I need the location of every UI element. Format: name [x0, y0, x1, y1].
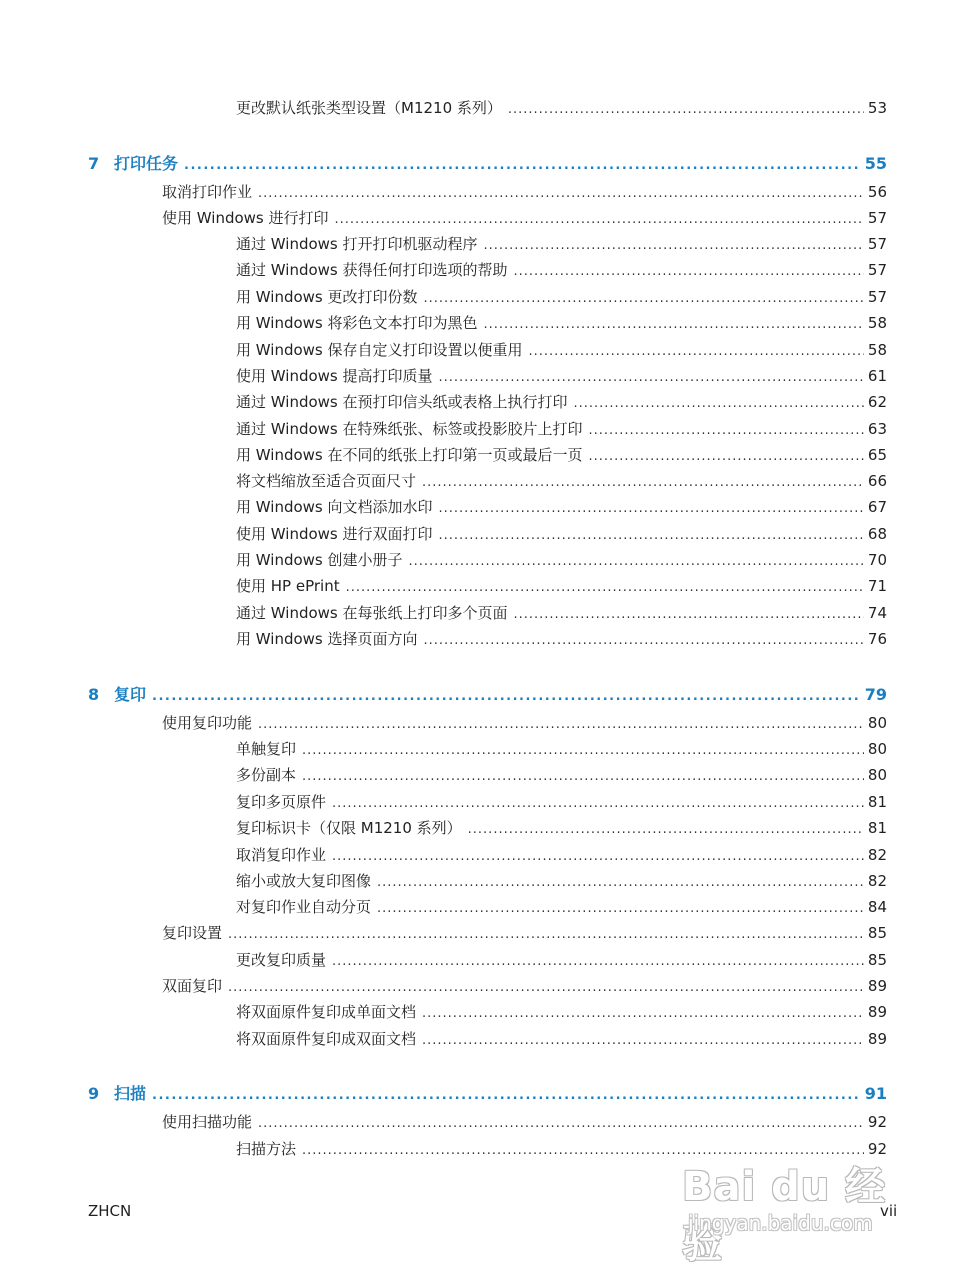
- toc-leader: [422, 1004, 864, 1024]
- chapter-title: 扫描: [114, 1084, 147, 1103]
- toc-page: 66: [867, 472, 887, 490]
- baidu-watermark: [682, 1155, 912, 1267]
- toc-entry[interactable]: [236, 392, 887, 414]
- chapter-page: 79: [864, 685, 887, 704]
- toc-page: 82: [867, 872, 887, 890]
- toc-entry[interactable]: [162, 208, 887, 230]
- toc-label: 更改复印质量: [236, 951, 327, 969]
- toc-entry[interactable]: [236, 98, 887, 120]
- toc-label: 通过 Windows 获得任何打印选项的帮助: [236, 261, 508, 279]
- toc-page: 80: [867, 714, 887, 732]
- toc-label: 用 Windows 保存自定义打印设置以便重用: [236, 341, 523, 359]
- toc-label: 单触复印: [236, 740, 297, 758]
- toc-leader: [468, 820, 864, 840]
- toc-page: 56: [867, 183, 887, 201]
- toc-leader: [484, 315, 864, 335]
- toc-page: 65: [867, 446, 887, 464]
- chapter-page: 55: [864, 154, 887, 173]
- toc-leader: [258, 715, 864, 735]
- toc-label: 通过 Windows 在预打印信头纸或表格上执行打印: [236, 393, 568, 411]
- toc-page: 76: [867, 630, 887, 648]
- toc-page: 85: [867, 924, 887, 942]
- toc-entry[interactable]: [236, 897, 887, 919]
- toc-entry[interactable]: [236, 629, 887, 651]
- toc-page: 80: [867, 740, 887, 758]
- toc-leader: [332, 952, 864, 972]
- toc-page: 57: [867, 288, 887, 306]
- toc-entry[interactable]: [236, 603, 887, 625]
- toc-entry[interactable]: [162, 1112, 887, 1134]
- toc-leader: [439, 368, 864, 388]
- toc-entry[interactable]: [236, 550, 887, 572]
- toc-page: 58: [867, 314, 887, 332]
- toc-leader: [335, 210, 864, 230]
- toc-page: 89: [867, 1003, 887, 1021]
- watermark-logo: Bai du 经验: [682, 1164, 887, 1267]
- toc-entry[interactable]: [162, 976, 887, 998]
- toc-label: 将双面原件复印成双面文档: [236, 1030, 417, 1048]
- toc-entry[interactable]: [236, 739, 887, 761]
- toc-entry[interactable]: [236, 260, 887, 282]
- toc-label: 复印设置: [162, 924, 223, 942]
- toc-page: 82: [867, 846, 887, 864]
- toc-label: 复印标识卡（仅限 M1210 系列）: [236, 819, 462, 837]
- toc-leader: [574, 394, 864, 414]
- toc-label: 使用 Windows 提高打印质量: [236, 367, 433, 385]
- toc-page: 92: [867, 1140, 887, 1158]
- chapter-title: 复印: [114, 685, 147, 704]
- toc-entry[interactable]: [236, 366, 887, 388]
- toc-leader: [332, 847, 864, 867]
- toc-page: 92: [867, 1113, 887, 1131]
- toc-label: 更改默认纸张类型设置（M1210 系列）: [236, 99, 502, 117]
- toc-label: 使用 HP ePrint: [236, 577, 340, 595]
- toc-label: 扫描方法: [236, 1140, 297, 1158]
- toc-page: 57: [867, 261, 887, 279]
- toc-leader: [439, 526, 864, 546]
- toc-page: 84: [867, 898, 887, 916]
- chapter-number: 9: [88, 1084, 100, 1103]
- toc-entry[interactable]: [236, 234, 887, 256]
- toc-entry[interactable]: [162, 923, 887, 945]
- watermark-url: jingyan.baidu.com: [688, 1211, 873, 1235]
- toc-leader: [589, 421, 864, 441]
- toc-label: 使用 Windows 进行双面打印: [236, 525, 433, 543]
- toc-leader: [439, 499, 864, 519]
- toc-page: 57: [867, 209, 887, 227]
- toc-page: 63: [867, 420, 887, 438]
- toc-entry[interactable]: [236, 524, 887, 546]
- toc-entry[interactable]: [236, 497, 887, 519]
- toc-entry[interactable]: [236, 419, 887, 441]
- toc-leader: [184, 156, 861, 176]
- toc-leader: [508, 100, 864, 120]
- toc-page: 70: [867, 551, 887, 569]
- toc-entry[interactable]: [236, 765, 887, 787]
- toc-leader: [302, 767, 864, 787]
- toc-entry[interactable]: [162, 182, 887, 204]
- toc-entry[interactable]: [236, 950, 887, 972]
- toc-entry[interactable]: [236, 313, 887, 335]
- toc-label: 通过 Windows 在特殊纸张、标签或投影胶片上打印: [236, 420, 583, 438]
- toc-chapter-9[interactable]: [88, 1084, 887, 1106]
- toc-label: 通过 Windows 打开打印机驱动程序: [236, 235, 478, 253]
- toc-leader: [346, 578, 864, 598]
- toc-page: 53: [867, 99, 887, 117]
- toc-leader: [529, 342, 864, 362]
- toc-chapter-7[interactable]: [88, 154, 887, 176]
- toc-page: 89: [867, 977, 887, 995]
- toc-leader: [424, 289, 864, 309]
- toc-leader: [484, 236, 864, 256]
- toc-page: 68: [867, 525, 887, 543]
- toc-leader: [228, 978, 864, 998]
- toc-entry[interactable]: [236, 340, 887, 362]
- toc-label: 用 Windows 选择页面方向: [236, 630, 418, 648]
- toc-label: 对复印作业自动分页: [236, 898, 372, 916]
- toc-entry[interactable]: [236, 576, 887, 598]
- toc-label: 将双面原件复印成单面文档: [236, 1003, 417, 1021]
- toc-label: 用 Windows 创建小册子: [236, 551, 403, 569]
- toc-page: 81: [867, 819, 887, 837]
- toc-page: 61: [867, 367, 887, 385]
- toc-page: 62: [867, 393, 887, 411]
- toc-leader: [589, 447, 864, 467]
- toc-leader: [258, 184, 864, 204]
- toc-label: 使用 Windows 进行打印: [162, 209, 329, 227]
- toc-leader: [377, 873, 864, 893]
- toc-label: 将文档缩放至适合页面尺寸: [236, 472, 417, 490]
- footer-locale: ZHCN: [88, 1202, 132, 1220]
- chapter-number: 8: [88, 685, 100, 704]
- toc-label: 使用复印功能: [162, 714, 253, 732]
- toc-page: 57: [867, 235, 887, 253]
- toc-page: 85: [867, 951, 887, 969]
- toc-label: 复印多页原件: [236, 793, 327, 811]
- toc-entry[interactable]: [236, 818, 887, 840]
- toc-entry[interactable]: [236, 471, 887, 493]
- toc-page: 71: [867, 577, 887, 595]
- toc-leader: [258, 1114, 864, 1134]
- chapter-title: 打印任务: [114, 154, 179, 173]
- toc-label: 双面复印: [162, 977, 223, 995]
- footer-page-number: vii: [880, 1202, 898, 1220]
- toc-leader: [514, 605, 864, 625]
- toc-leader: [422, 473, 864, 493]
- toc-leader: [152, 1086, 861, 1106]
- toc-entry[interactable]: [162, 713, 887, 735]
- toc-label: 用 Windows 在不同的纸张上打印第一页或最后一页: [236, 446, 583, 464]
- toc-leader: [409, 552, 864, 572]
- toc-leader: [422, 1031, 864, 1051]
- toc-page: 81: [867, 793, 887, 811]
- toc-chapter-8[interactable]: [88, 685, 887, 707]
- toc-page: 58: [867, 341, 887, 359]
- toc-entry[interactable]: [236, 845, 887, 867]
- toc-leader: [424, 631, 864, 651]
- toc-label: 通过 Windows 在每张纸上打印多个页面: [236, 604, 508, 622]
- toc-label: 用 Windows 更改打印份数: [236, 288, 418, 306]
- toc-page: 89: [867, 1030, 887, 1048]
- toc-entry[interactable]: [236, 1029, 887, 1051]
- chapter-number: 7: [88, 154, 100, 173]
- toc-label: 使用扫描功能: [162, 1113, 253, 1131]
- toc-leader: [228, 925, 864, 945]
- toc-leader: [302, 741, 864, 761]
- toc-entry[interactable]: [236, 792, 887, 814]
- toc-entry[interactable]: [236, 287, 887, 309]
- toc-entry[interactable]: [236, 445, 887, 467]
- toc-leader: [514, 262, 864, 282]
- toc-entry[interactable]: [236, 1002, 887, 1024]
- toc-leader: [332, 794, 864, 814]
- toc-page: 74: [867, 604, 887, 622]
- toc-page: 67: [867, 498, 887, 516]
- toc-label: 取消打印作业: [162, 183, 253, 201]
- toc-label: 缩小或放大复印图像: [236, 872, 372, 890]
- toc-leader: [152, 687, 861, 707]
- toc-label: 取消复印作业: [236, 846, 327, 864]
- chapter-page: 91: [864, 1084, 887, 1103]
- toc-page: 80: [867, 766, 887, 784]
- toc-entry[interactable]: [236, 871, 887, 893]
- toc-label: 用 Windows 将彩色文本打印为黑色: [236, 314, 478, 332]
- toc-leader: [377, 899, 864, 919]
- toc-label: 多份副本: [236, 766, 297, 784]
- toc-label: 用 Windows 向文档添加水印: [236, 498, 433, 516]
